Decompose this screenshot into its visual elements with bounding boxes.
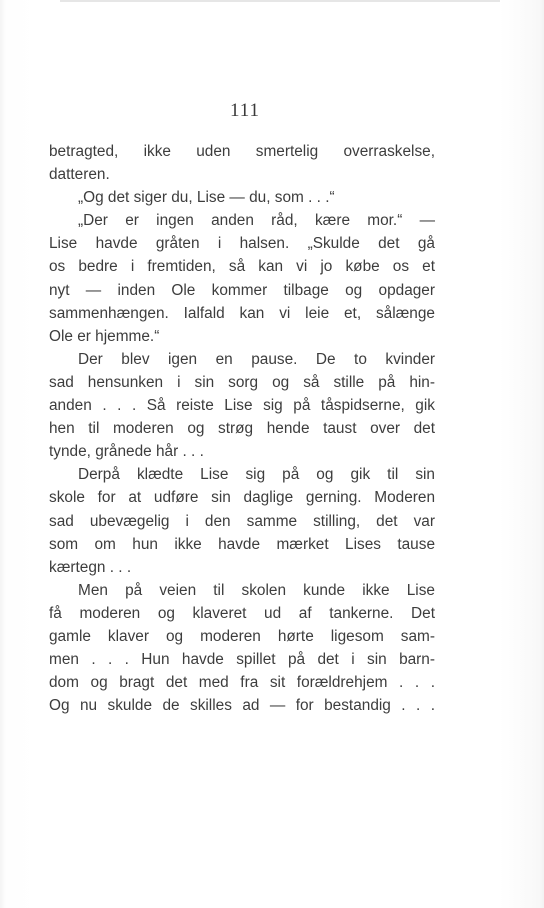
text-line: kærtegn . . .	[49, 558, 132, 576]
text-line: nyt — inden Ole kommer tilbage og opdager	[49, 281, 435, 299]
text-line: som om hun ikke havde mærket Lises tause	[49, 535, 435, 553]
text-line: få moderen og klaveret ud af tankerne. Det	[49, 604, 435, 622]
text-line: „Der er ingen anden råd, kære mor.“ —	[78, 212, 435, 230]
text-line: Og nu skulde de skilles ad — for bestandig . . .	[49, 697, 435, 715]
text-line: betragted, ikke uden smertelig overraskelse,	[49, 143, 435, 160]
text-line: sammenhængen. Ialfald kan vi leie et, sålænge	[49, 304, 435, 322]
text-line: hen til moderen og strøg hende taust over det	[49, 420, 435, 438]
body-text	[49, 140, 435, 717]
text-line: Men på veien til skolen kunde ikke Lise	[78, 581, 435, 599]
page-top-edge	[60, 0, 500, 2]
text-line: men . . . Hun havde spillet på det i sin barn-	[49, 651, 435, 669]
text-line: Derpå klædte Lise sig på og gik til sin	[78, 466, 435, 484]
text-line: tynde, grånede hår . . .	[49, 443, 204, 461]
text-line: os bedre i fremtiden, så kan vi jo købe os et	[49, 258, 435, 276]
text-line: gamle klaver og moderen hørte ligesom sam-	[49, 627, 435, 645]
text-line: datteren.	[49, 166, 110, 184]
text-line: anden . . . Så reiste Lise sig på tåspidserne, gik	[49, 397, 435, 415]
text-line: Der blev igen en pause. De to kvinder	[78, 350, 435, 368]
text-line: Ole er hjemme.“	[49, 327, 160, 345]
text-line: skole for at udføre sin daglige gerning. Moderen	[49, 489, 435, 507]
text-line: dom og bragt det med fra sit forældrehjem . . .	[49, 674, 435, 692]
text-line: sad ubevægelig i den samme stilling, det var	[49, 512, 435, 530]
page-number: 111	[229, 100, 261, 121]
text-line: „Og det siger du, Lise — du, som . . .“	[78, 189, 335, 207]
text-line: Lise havde gråten i halsen. „Skulde det gå	[49, 235, 435, 253]
text-line: sad hensunken i sin sorg og så stille på hin-	[49, 373, 435, 391]
